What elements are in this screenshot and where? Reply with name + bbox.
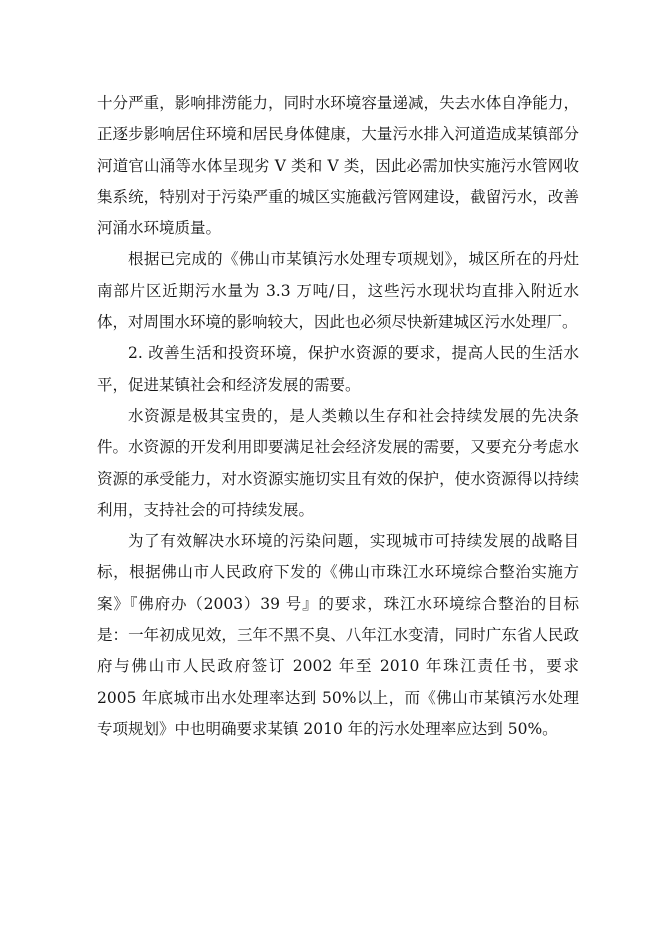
paragraph-section-2-heading: 2. 改善生活和投资环境，保护水资源的要求，提高人民的生活水平，促进某镇社会和经济发展的需要。 — [97, 344, 579, 394]
paragraph-continued: 十分严重，影响排涝能力，同时水环境容量递减，失去水体自净能力，正逐步影响居住环境和居民身体健康，大量污水排入河道造成某镇部分河道官山涌等水体呈现劣 V 类和 V 类，因此必需加快实施污水管网收集系统，特别对于污染严重的城区实施截污管网建设，截留污水，改善河涌水环境质量。 — [97, 94, 579, 238]
body-text — [97, 88, 579, 745]
paragraph-remediation-goals: 为了有效解决水环境的污染问题，实现城市可持续发展的战略目标，根据佛山市人民政府下发的《佛山市珠江水环境综合整治实施方案》『佛府办（2003）39 号』的要求，珠江水环境综合整治的目标是：一年初成见效，三年不黑不臭、八年江水变清，同时广东省人民政府与佛山市人民政府签订 2002 年至 2010 年珠江责任书，要求 2005 年底城市出水处理率达到 50%以上，而《佛山市某镇污水处理专项规划》中也明确要求某镇 2010 年的污水处理率应达到 50%。 — [97, 532, 579, 738]
paragraph-planning-reference: 根据已完成的《佛山市某镇污水处理专项规划》，城区所在的丹灶南部片区近期污水量为 3.3 万吨/日，这些污水现状均直排入附近水体，对周围水环境的影响较大，因此也必须尽快新建城区污水处理厂。 — [97, 250, 579, 332]
paragraph-water-resources: 水资源是极其宝贵的，是人类赖以生存和社会持续发展的先决条件。水资源的开发利用即要满足社会经济发展的需要，又要充分考虑水资源的承受能力，对水资源实施切实且有效的保护，使水资源得以持续利用，支持社会的可持续发展。 — [97, 406, 579, 519]
